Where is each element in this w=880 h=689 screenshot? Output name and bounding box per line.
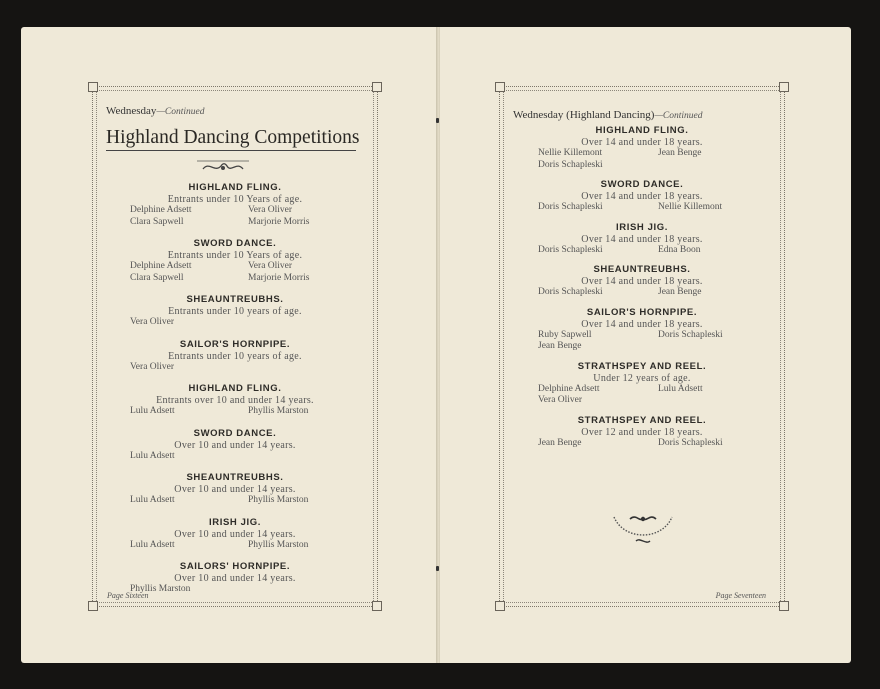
garland-ornament-icon [610,511,676,551]
event-block [500,361,784,407]
entrant-row [93,273,377,285]
entrant-list [500,384,784,407]
event-block [500,264,784,299]
entrant-row [93,406,377,418]
event-block [93,472,377,507]
entrant-name: Nellie Killemont [538,148,603,158]
entrant-list [93,261,377,284]
entrant-name: Lulu Adsett [130,450,175,461]
event-block [500,415,784,450]
event-block [93,428,377,463]
corner-ornament [495,601,505,611]
entrant-name: Vera Oliver [130,361,175,372]
event-block [93,238,377,284]
entrant-list [93,540,377,552]
entrant-row [93,217,377,229]
page-title: Highland Dancing Competitions [106,127,356,151]
event-block [500,307,784,353]
event-block [93,339,377,374]
entrant-list [93,495,377,507]
entrant-list [500,287,784,299]
event-title: SHEAUNTREUBHS. [186,472,284,483]
event-title: SHEAUNTREUBHS. [593,264,691,275]
entrant-name: Delphine Adsett [130,261,192,271]
entrant-row [500,245,784,257]
event-age-group: Over 14 and under 18 years. [581,318,703,330]
entrant-list [500,245,784,257]
event-age-group: Over 12 and under 18 years. [581,426,703,438]
entrant-row [93,205,377,217]
event-title: STRATHSPEY AND REEL. [577,360,707,372]
entrant-name: Doris Schapleski [538,287,603,297]
corner-ornament [495,82,505,92]
event-block [93,294,377,329]
entrant-name: Ruby Sapwell [538,329,592,340]
entrant-list [93,406,377,418]
entrant-name: Lulu Adsett [130,406,175,416]
entrant-list [93,317,377,329]
event-block [93,383,377,418]
corner-ornament [372,601,382,611]
event-age-group: Under 12 years of age. [593,372,691,384]
corner-ornament [88,601,98,611]
entrant-name: Jean Benge [658,148,702,158]
entrant-name: Vera Oliver [248,261,293,271]
right-page-content [440,27,851,663]
page-number-right: Page Seventeen [715,591,766,600]
entrant-list [500,330,784,353]
header-day: Wednesday (Highland Dancing) [513,109,655,121]
entrant-name: Marjorie Morris [248,272,310,283]
header-continued: —Continued [654,111,703,121]
entrant-row [500,395,784,407]
event-age-group: Over 14 and under 18 years. [581,191,703,202]
event-block [500,222,784,257]
entrant-list [500,438,784,450]
left-page-content [21,27,437,663]
event-title: SWORD DANCE. [600,179,684,190]
entrant-name: Lulu Adsett [130,539,175,550]
event-age-group: Over 10 and under 14 years. [174,528,296,540]
entrant-name: Vera Oliver [130,317,175,327]
entrant-name: Clara Sapwell [130,272,184,283]
event-block [93,182,377,228]
event-age-group: Over 10 and under 14 years. [174,439,296,451]
right-header [513,109,703,121]
entrant-row [93,362,377,374]
entrant-name: Clara Sapwell [130,216,184,227]
entrant-name: Lulu Adsett [130,495,175,505]
entrant-name: Lulu Adsett [658,383,703,394]
entrant-row [500,341,784,353]
entrant-name: Vera Oliver [248,205,293,215]
entrant-name: Nellie Killemont [658,202,723,212]
entrant-row [500,384,784,396]
event-age-group: Over 10 and under 14 years. [174,484,296,495]
entrant-row [93,317,377,329]
event-age-group: Over 14 and under 18 years. [581,276,703,287]
entrant-list [500,202,784,214]
entrant-name: Doris Schapleski [658,437,723,448]
entrant-row [93,495,377,507]
event-title: IRISH JIG. [209,516,261,528]
entrant-row [500,330,784,342]
entrant-name: Vera Oliver [538,395,583,405]
event-age-group: Entrants under 10 years of age. [168,306,302,317]
event-age-group: Entrants under 10 Years of age. [167,194,303,205]
left-header [106,105,204,117]
scroll-ornament-icon [197,157,249,175]
header-continued: —Continued [156,107,205,117]
event-age-group: Over 10 and under 14 years. [174,573,296,584]
event-title: HIGHLAND FLING. [188,182,282,193]
corner-ornament [372,82,382,92]
event-age-group: Entrants over 10 and under 14 years. [156,395,314,406]
entrant-name: Doris Schapleski [538,202,603,212]
entrant-name: Edna Boon [658,244,701,255]
corner-ornament [779,82,789,92]
entrant-row [500,160,784,172]
left-border-frame [92,86,378,607]
event-age-group: Over 14 and under 18 years. [581,137,703,148]
event-title: SHEAUNTREUBHS. [186,294,284,305]
entrant-row [500,148,784,160]
corner-ornament [779,601,789,611]
event-age-group: Entrants under 10 years of age. [168,350,302,362]
event-title: HIGHLAND FLING. [595,125,689,136]
entrant-name: Marjorie Morris [248,216,310,227]
entrant-name: Doris Schapleski [538,244,603,255]
entrant-name: Jean Benge [538,341,582,351]
header-day: Wednesday [106,105,157,117]
entrant-name: Phyllis Marston [248,495,309,505]
event-block [93,517,377,552]
event-block [500,179,784,214]
entrant-name: Jean Benge [658,287,702,297]
entrant-name: Phyllis Marston [130,584,191,594]
corner-ornament [88,82,98,92]
entrant-row [500,287,784,299]
entrant-row [500,438,784,450]
event-title: HIGHLAND FLING. [188,383,282,394]
right-border-frame [499,86,785,607]
entrant-row [93,540,377,552]
entrant-row [93,451,377,463]
entrant-list [500,148,784,171]
event-age-group: Entrants under 10 Years of age. [167,250,303,261]
entrant-name: Phyllis Marston [248,539,309,550]
entrant-name: Doris Schapleski [658,329,723,340]
event-title: IRISH JIG. [616,221,668,233]
entrant-name: Delphine Adsett [538,383,600,394]
entrant-name: Doris Schapleski [538,159,603,170]
event-age-group: Over 14 and under 18 years. [581,233,703,245]
event-title: SAILOR'S HORNPIPE. [586,306,698,318]
event-block [500,125,784,171]
event-title: SWORD DANCE. [193,238,277,249]
entrant-list [93,205,377,228]
entrant-list [93,451,377,463]
event-title: SWORD DANCE. [193,427,277,439]
entrant-row [93,261,377,273]
event-title: SAILOR'S HORNPIPE. [179,338,291,350]
entrant-name: Delphine Adsett [130,205,192,215]
entrant-list [93,362,377,374]
entrant-row [500,202,784,214]
event-title: SAILORS' HORNPIPE. [179,561,291,572]
entrant-name: Phyllis Marston [248,406,309,416]
page-number-left: Page Sixteen [107,591,149,600]
event-title: STRATHSPEY AND REEL. [577,414,707,426]
entrant-name: Jean Benge [538,437,582,448]
